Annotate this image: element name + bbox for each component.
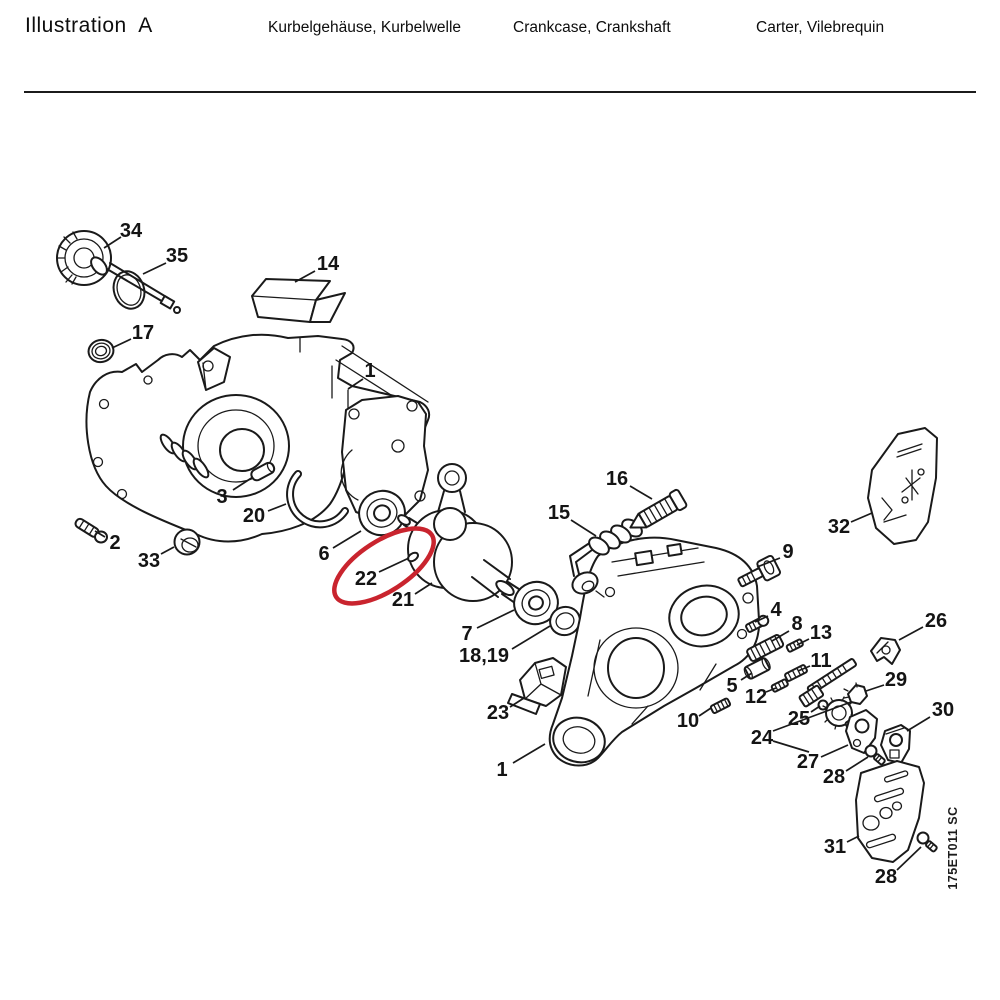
part-callout-20: 20 <box>242 505 266 527</box>
part-callout-22: 22 <box>354 568 378 590</box>
part-callout-33: 33 <box>137 550 161 572</box>
leader-line-29 <box>866 685 884 691</box>
part-callout-12: 12 <box>744 686 768 708</box>
part-callout-10: 10 <box>676 710 700 732</box>
part-1-crankcase-right <box>548 538 759 768</box>
part-callout-35: 35 <box>165 245 189 267</box>
part-callout-16: 16 <box>605 468 629 490</box>
part-33-plug <box>175 530 200 555</box>
leader-line-15 <box>571 520 596 536</box>
part-11-stud <box>784 664 807 681</box>
part-callout-18-19: 18,19 <box>458 645 510 667</box>
leader-line-21 <box>415 583 432 594</box>
part-callout-3: 3 <box>216 486 228 508</box>
part-callout-21: 21 <box>391 589 415 611</box>
page-title: Illustration A <box>25 14 153 37</box>
leader-line-25 <box>811 706 820 712</box>
part-12-stud <box>771 679 788 693</box>
part-13-stud <box>786 639 803 653</box>
leader-line-7 <box>477 610 514 628</box>
leader-line-28 <box>846 757 868 771</box>
caption-german: Kurbelgehäuse, Kurbelwelle <box>268 19 462 36</box>
part-callout-28: 28 <box>874 866 898 888</box>
part-31-chain-guide-plate <box>856 761 924 862</box>
part-10-stud <box>710 698 731 714</box>
part-32-cover-plate <box>868 428 937 544</box>
part-28-screw-lower <box>918 833 938 853</box>
part-callout-34: 34 <box>119 220 143 242</box>
caption-french: Carter, Vilebrequin <box>756 19 885 36</box>
part-callout-28: 28 <box>822 766 846 788</box>
leader-line-27 <box>821 745 848 757</box>
leader-line-31 <box>847 836 859 842</box>
part-callout-32: 32 <box>827 516 851 538</box>
leader-line-30 <box>907 717 930 731</box>
leader-line-35 <box>143 263 166 274</box>
part-callout-1: 1 <box>496 759 508 781</box>
leader-line-33 <box>161 547 174 554</box>
part-callout-14: 14 <box>316 253 340 275</box>
part-callout-27: 27 <box>796 751 820 773</box>
part-callout-5: 5 <box>726 675 738 697</box>
part-callout-15: 15 <box>547 502 571 524</box>
part-callout-17: 17 <box>131 322 155 344</box>
caption-english: Crankcase, Crankshaft <box>513 19 671 36</box>
leader-line-6 <box>333 531 361 548</box>
part-callout-1: 1 <box>364 360 376 382</box>
leader-line-32 <box>851 513 872 522</box>
leader-line-1 <box>513 744 545 763</box>
part-callout-26: 26 <box>924 610 948 632</box>
part-callout-9: 9 <box>782 541 794 563</box>
part-callout-23: 23 <box>486 702 510 724</box>
part-callout-8: 8 <box>791 613 803 635</box>
part-callout-4: 4 <box>770 599 782 621</box>
part-callout-6: 6 <box>318 543 330 565</box>
part-14-baffle-plate <box>252 279 345 322</box>
part-callout-31: 31 <box>823 836 847 858</box>
callout-layer <box>95 220 954 888</box>
leader-line-16 <box>630 486 652 499</box>
part-30-tensioner-housing <box>881 725 910 763</box>
part-23-pump-block <box>508 658 566 714</box>
part-callout-7: 7 <box>461 623 473 645</box>
part-17-oil-seal <box>86 338 115 365</box>
drawing-code: 175ET011 SC <box>946 806 960 890</box>
leader-line-10 <box>699 708 711 716</box>
part-29-catch <box>844 683 867 705</box>
part-callout-25: 25 <box>787 708 811 730</box>
leader-line-22 <box>379 558 409 572</box>
part-2-screw <box>74 517 107 542</box>
part-callout-2: 2 <box>109 532 121 554</box>
leader-line-18-19 <box>512 626 550 649</box>
part-callout-13: 13 <box>809 622 833 644</box>
part-callout-30: 30 <box>931 699 955 721</box>
part-callout-24: 24 <box>750 727 774 749</box>
part-callout-29: 29 <box>884 669 908 691</box>
leader-line-17 <box>112 339 131 348</box>
leader-line-26 <box>899 627 923 640</box>
part-callout-11: 11 <box>810 650 832 672</box>
part-26-clamp <box>871 638 900 664</box>
